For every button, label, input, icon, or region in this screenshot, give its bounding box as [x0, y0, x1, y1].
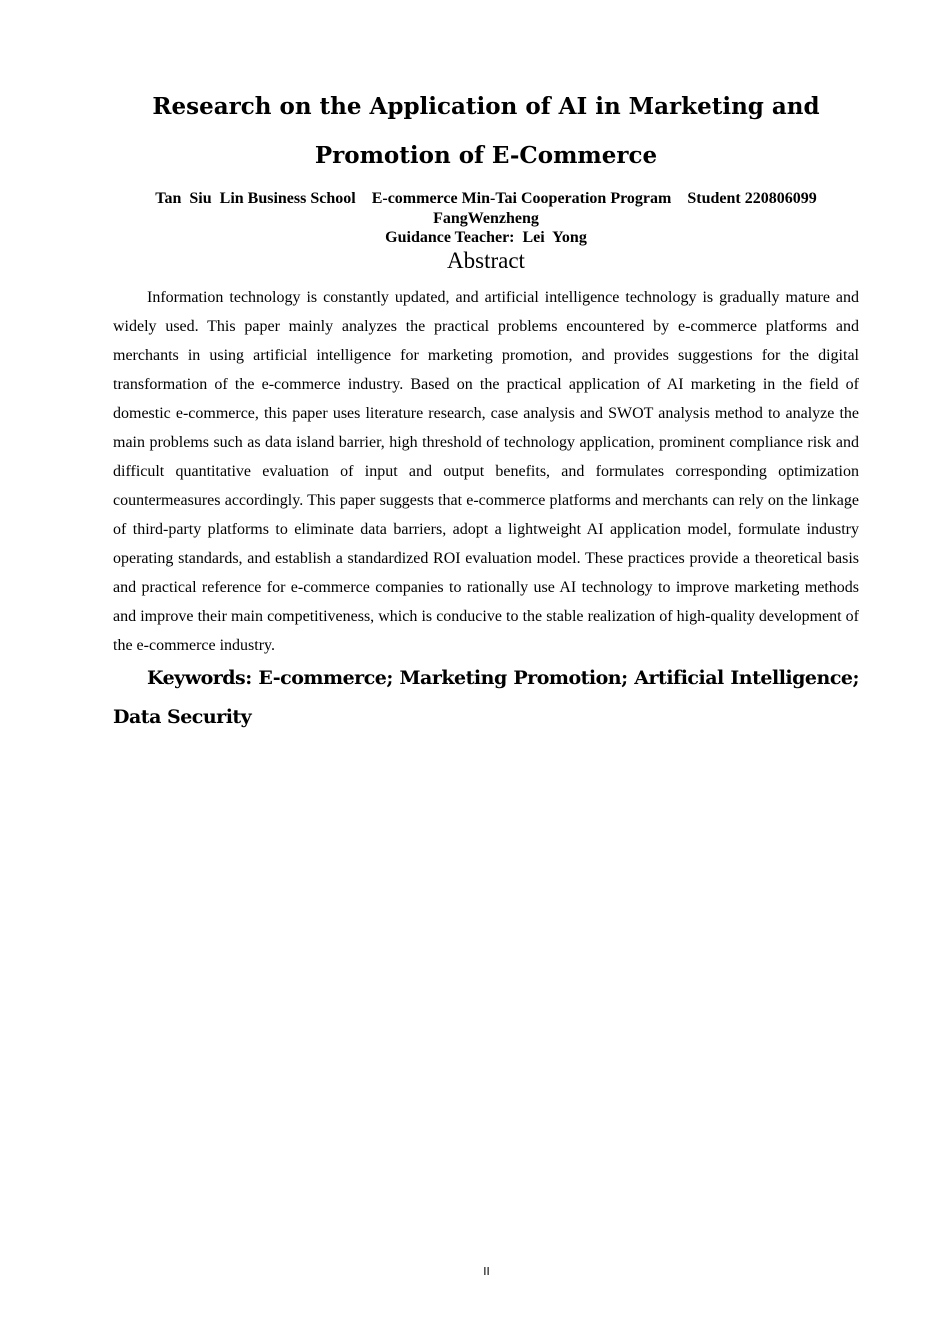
paper-title — [113, 82, 859, 180]
author-affiliation-line: Tan Siu Lin Business School E-commerce Min-Tai Cooperation Program Student 220806099 — [155, 190, 817, 207]
abstract-heading: Abstract — [447, 248, 525, 273]
keywords-line: Keywords: E-commerce; Marketing Promotion; Artificial Intelligence; Data Security — [113, 667, 859, 728]
paper-title-line-2: Promotion of E-Commerce — [314, 142, 658, 169]
author-info — [113, 189, 859, 248]
paper-title-line-1: Research on the Application of AI in Marketing and — [152, 93, 820, 120]
guidance-teacher-line: Guidance Teacher: Lei Yong — [385, 229, 587, 246]
abstract-body: Information technology is constantly updated, and artificial intelligence technology is gradually mature and widely used. This paper mainly analyzes the practical problems encountered by e-commerce platforms and merchants in using artificial intelligence for marketing promotion, and provides suggestions for the digital transformation of the e-commerce industry. Based on the practical application of AI marketing in the field of domestic e-commerce, this paper uses literature research, case analysis and SWOT analysis method to analyze the main problems such as data island barrier, high threshold of technology application, prominent compliance risk and difficult quantitative evaluation of input and output benefits, and formulates corresponding optimization countermeasures accordingly. This paper suggests that e-commerce platforms and merchants can rely on the linkage of third-party platforms to eliminate data barriers, adopt a lightweight AI application model, formulate industry operating standards, and establish a standardized ROI evaluation model. These practices provide a theoretical basis and practical reference for e-commerce companies to rationally use AI technology to improve marketing methods and improve their main competitiveness, which is conducive to the stable realization of high-quality development of the e-commerce industry. — [113, 289, 859, 654]
page-number: II — [483, 1265, 490, 1278]
author-name-line: FangWenzheng — [433, 209, 539, 227]
